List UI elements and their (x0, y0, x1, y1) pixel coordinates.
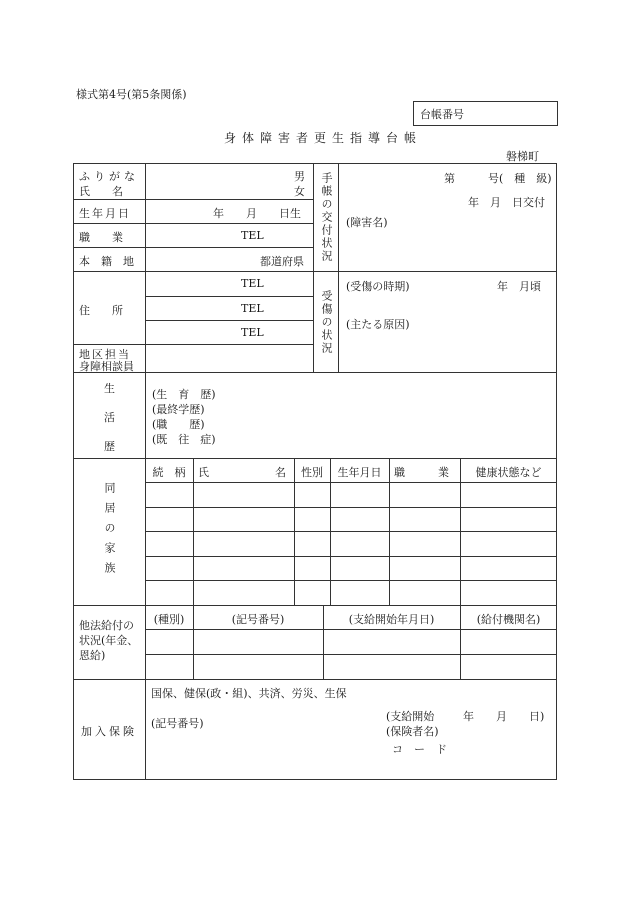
page-title: 身体障害者更生指導台帳 (224, 131, 423, 145)
family-header: 職 業 (394, 466, 449, 479)
birthdate-label: 生年月日 (79, 207, 131, 220)
history-item: (最終学歴) (152, 403, 205, 416)
injury-cause-label: (主たる原因) (346, 318, 410, 331)
handbook-issue-date: 年 月 日交付 (468, 196, 545, 209)
address-tel-2: TEL (241, 302, 264, 315)
insurance-label: 加入保険 (81, 725, 137, 738)
form-number: 様式第4号(第5条関係) (76, 88, 187, 101)
ledger-number-label: 台帳番号 (420, 108, 464, 121)
family-label: 同居の家族 (103, 482, 116, 582)
history-label-1: 生 (104, 382, 115, 395)
benefits-label: 他法給付の状況(年金、恩給) (79, 619, 139, 662)
name-label: 氏 名 (79, 185, 123, 198)
address-label: 住 所 (79, 304, 123, 317)
disability-name-label: (障害名) (346, 216, 388, 229)
address-tel-3: TEL (241, 326, 264, 339)
address-tel-1: TEL (241, 277, 264, 290)
history-label-2: 活 (104, 411, 115, 424)
benefits-header: (支給開始年月日) (348, 613, 435, 626)
family-header: 生年月日 (337, 466, 382, 479)
benefits-header: (記号番号) (231, 613, 285, 626)
family-header: 氏 名 (198, 466, 286, 479)
history-label-3: 歴 (104, 440, 115, 453)
prefecture-label: 都道府県 (260, 255, 304, 268)
benefits-header: (種別) (153, 613, 185, 626)
family-header: 性別 (301, 466, 323, 479)
insurance-code-label: コ ー ド (392, 743, 447, 756)
handbook-number: 第 号( 種 級) (444, 172, 552, 185)
injury-label: 受傷の状況 (320, 290, 333, 355)
town-name: 磐梯町 (506, 150, 539, 163)
injury-time-value: 年 月頃 (497, 280, 541, 293)
male-option[interactable]: 男 (294, 170, 305, 183)
insurance-symbol-number: (記号番号) (151, 717, 204, 730)
benefits-header: (給付機関名) (476, 613, 541, 626)
insurance-start-label: (支給開始 (386, 710, 435, 723)
furigana-label: ふりがな (79, 170, 139, 183)
insurance-types: 国保、健保(政・組)、共済、労災、生保 (151, 687, 347, 700)
history-item: (職 歴) (152, 418, 205, 431)
insurance-start-date: 年 月 日) (463, 710, 545, 723)
history-item: (生 育 歴) (152, 388, 216, 401)
female-option[interactable]: 女 (294, 185, 305, 198)
family-header: 健康状態など (475, 466, 542, 479)
counselor-label-1: 地区担当 (79, 348, 131, 361)
birthdate-value: 年 月 日生 (213, 207, 301, 220)
history-item: (既 往 症) (152, 433, 216, 446)
handbook-label: 手帳の交付状況 (320, 172, 333, 263)
insurer-name-label: (保険者名) (386, 725, 439, 738)
honseki-label: 本 籍 地 (79, 255, 134, 268)
counselor-label-2: 身障相談員 (79, 360, 134, 373)
occupation-tel: TEL (241, 229, 264, 242)
injury-time-label: (受傷の時期) (346, 280, 410, 293)
occupation-label: 職 業 (79, 231, 123, 244)
family-header: 続 柄 (152, 466, 186, 479)
